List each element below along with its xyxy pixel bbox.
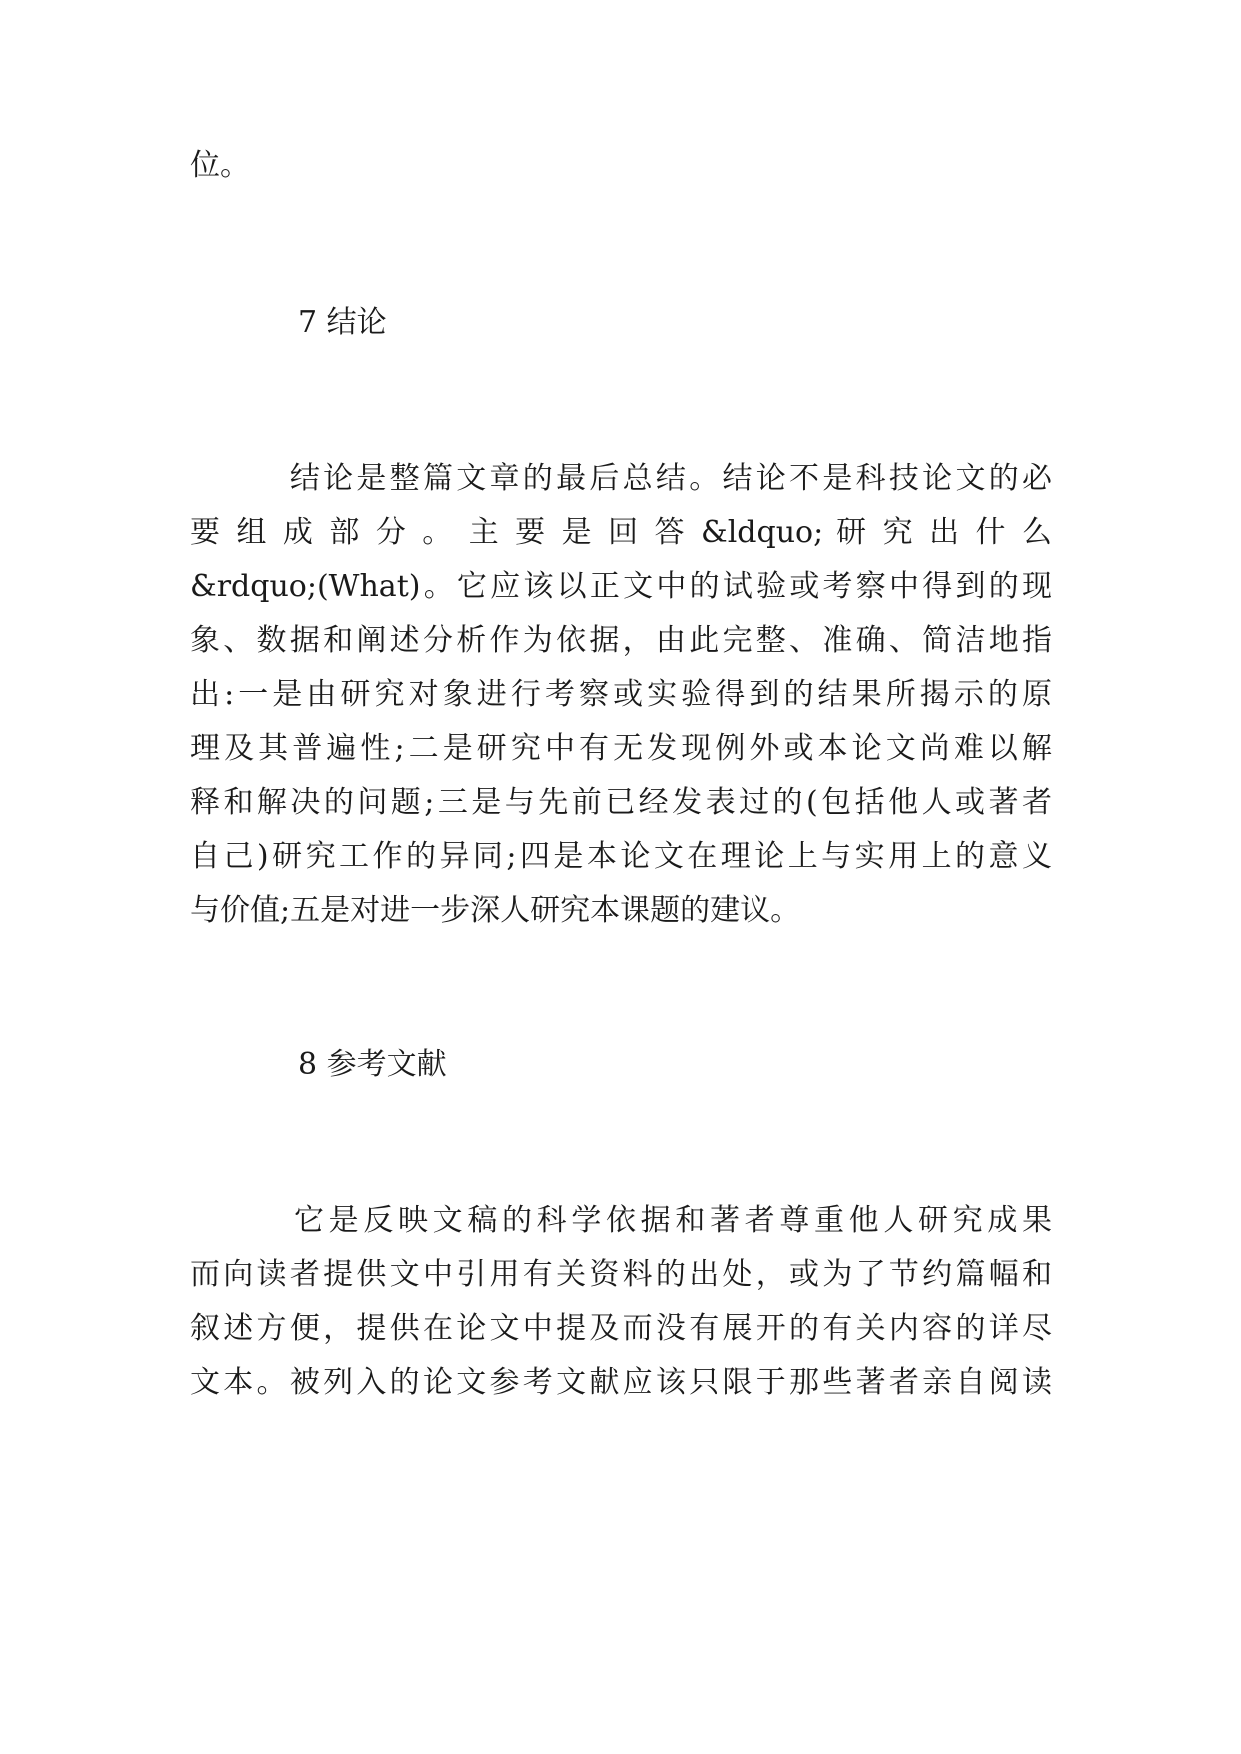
- paragraph-line: 出:一是由研究对象进行考察或实验得到的结果所揭示的原: [190, 677, 1052, 712]
- paragraph-line: 象、数据和阐述分析作为依据，由此完整、准确、简洁地指: [190, 623, 1052, 658]
- paragraph-line: 结论是整篇文章的最后总结。结论不是科技论文的必: [190, 461, 1052, 496]
- paragraph-line: 文本。被列入的论文参考文献应该只限于那些著者亲自阅读: [190, 1365, 1052, 1400]
- paragraph-line: 它是反映文稿的科学依据和著者尊重他人研究成果: [190, 1203, 1052, 1238]
- paragraph-line: 理及其普遍性;二是研究中有无发现例外或本论文尚难以解: [190, 731, 1052, 766]
- section-heading-references: 8 参考文献: [298, 1047, 447, 1082]
- paragraph-line: 而向读者提供文中引用有关资料的出处，或为了节约篇幅和: [190, 1257, 1052, 1292]
- paragraph-fragment: 位。: [190, 148, 250, 183]
- paragraph-line: 自己)研究工作的异同;四是本论文在理论上与实用上的意义: [190, 839, 1052, 874]
- paragraph-line: 与价值;五是对进一步深人研究本课题的建议。: [190, 893, 801, 928]
- paragraph-line: 释和解决的问题;三是与先前已经发表过的(包括他人或著者: [190, 785, 1052, 820]
- paragraph-line: &rdquo;(What)。它应该以正文中的试验或考察中得到的现: [190, 569, 1052, 604]
- section-heading-conclusion: 7 结论: [298, 305, 387, 340]
- paragraph-line: 叙述方便，提供在论文中提及而没有展开的有关内容的详尽: [190, 1311, 1052, 1346]
- paragraph-line: 要 组 成 部 分 。 主 要 是 回 答 &ldquo; 研 究 出 什 么: [190, 515, 1052, 550]
